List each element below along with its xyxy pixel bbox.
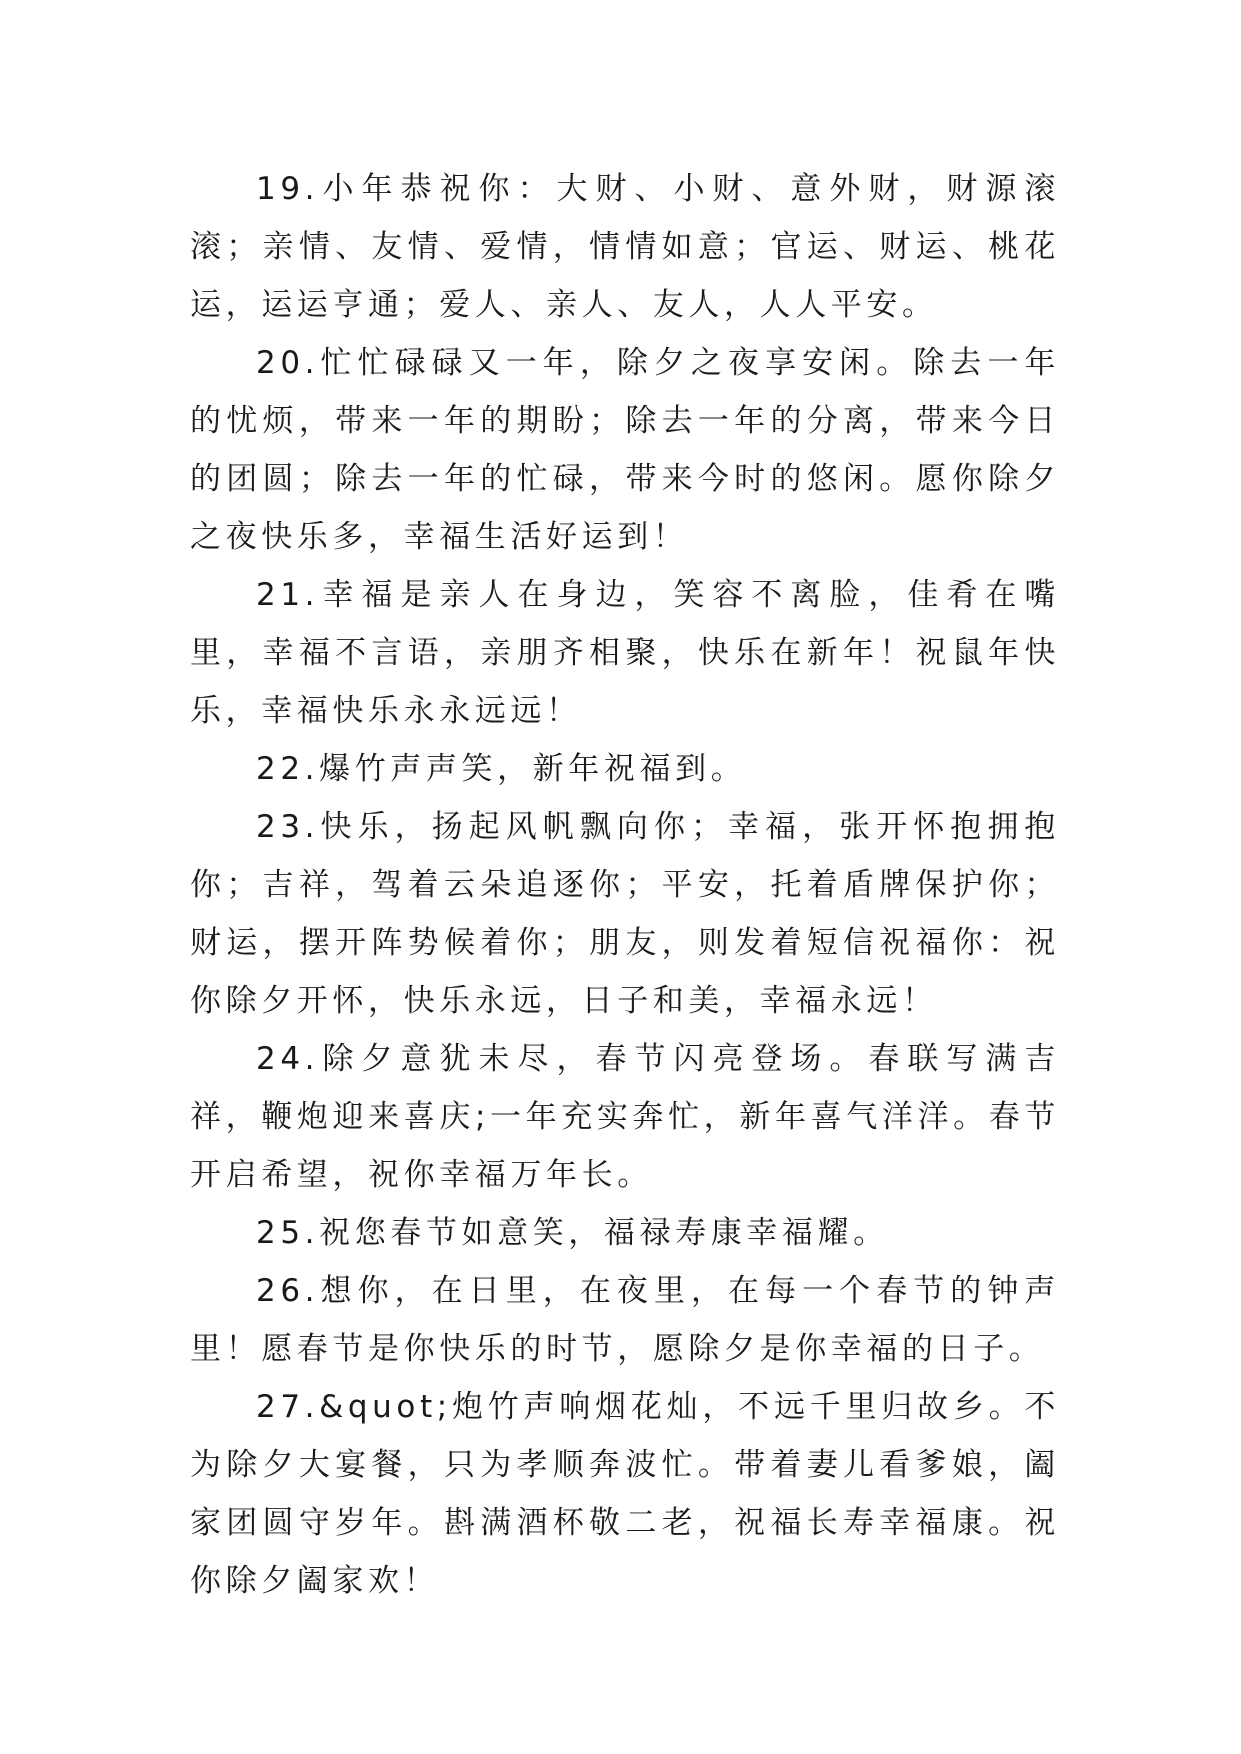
paragraph-27: 27.&quot;炮竹声响烟花灿，不远千里归故乡。不为除夕大宴餐，只为孝顺奔波忙。带着妻儿看爹娘，阖家团圆守岁年。斟满酒杯敬二老，祝福长寿幸福康。祝你除夕阖家欢！ xyxy=(190,1389,1060,1599)
paragraph-23: 23.快乐，扬起风帆飘向你；幸福，张开怀抱拥抱你；吉祥，驾着云朵追逐你；平安，托着盾牌保护你；财运，摆开阵势候着你；朋友，则发着短信祝福你：祝你除夕开怀，快乐永远，日子和美，幸福永远！ xyxy=(190,809,1060,1019)
paragraph-20: 20.忙忙碌碌又一年，除夕之夜享安闲。除去一年的忧烦，带来一年的期盼；除去一年的分离，带来今日的团圆；除去一年的忙碌，带来今时的悠闲。愿你除夕之夜快乐多，幸福生活好运到！ xyxy=(190,345,1060,555)
paragraph-19: 19.小年恭祝你：大财、小财、意外财，财源滚滚；亲情、友情、爱情，情情如意；官运、财运、桃花运，运运亨通；爱人、亲人、友人，人人平安。 xyxy=(190,171,1060,323)
paragraph-26: 26.想你，在日里，在夜里，在每一个春节的钟声里！愿春节是你快乐的时节，愿除夕是你幸福的日子。 xyxy=(190,1273,1060,1367)
document-body xyxy=(190,160,1060,1610)
paragraph-22: 22.爆竹声声笑，新年祝福到。 xyxy=(256,751,747,787)
paragraph-25: 25.祝您春节如意笑，福禄寿康幸福耀。 xyxy=(256,1215,889,1251)
paragraph-21: 21.幸福是亲人在身边，笑容不离脸，佳肴在嘴里，幸福不言语，亲朋齐相聚，快乐在新年！祝鼠年快乐，幸福快乐永永远远！ xyxy=(190,577,1060,729)
paragraph-24: 24.除夕意犹未尽，春节闪亮登场。春联写满吉祥，鞭炮迎来喜庆;一年充实奔忙，新年喜气洋洋。春节开启希望，祝你幸福万年长。 xyxy=(190,1041,1060,1193)
